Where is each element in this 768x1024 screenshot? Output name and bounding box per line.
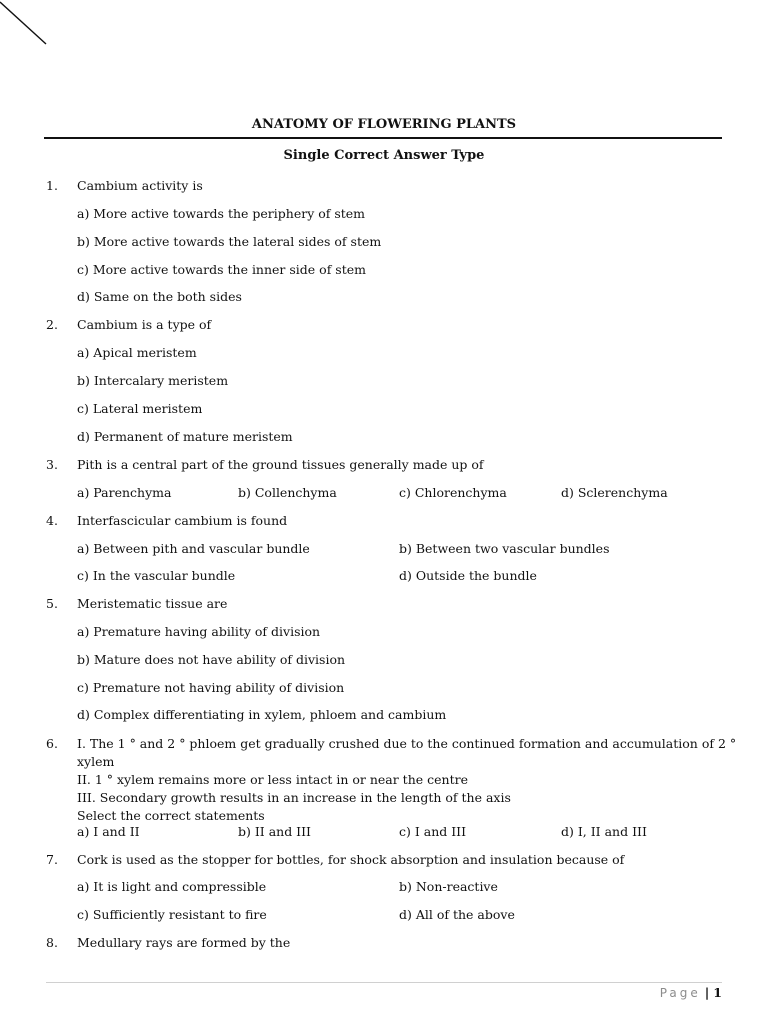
question-number: 3. [46, 457, 58, 472]
option-c: c) Lateral meristem [77, 401, 203, 416]
option-c: c) In the vascular bundle [77, 568, 236, 583]
option-b: b) More active towards the lateral sides of stem [77, 234, 382, 249]
question-stem: Medullary rays are formed by the [77, 935, 291, 950]
option-d: d) Sclerenchyma [561, 485, 668, 500]
question-number: 2. [46, 317, 58, 332]
page-number: 1 [713, 985, 722, 1000]
page-footer [660, 985, 722, 1000]
question-number: 6. [46, 736, 58, 751]
statement-line: II. 1 ° xylem remains more or less intact in or near the centre [77, 772, 468, 787]
option-d: d) I, II and III [561, 824, 647, 839]
page-label: Page [659, 986, 701, 1000]
option-a: a) Apical meristem [77, 345, 197, 360]
option-b: b) Between two vascular bundles [399, 541, 610, 556]
question-stem: Interfascicular cambium is found [77, 513, 288, 528]
option-a: a) Between pith and vascular bundle [77, 541, 310, 556]
option-a: a) It is light and compressible [77, 879, 267, 894]
option-c: c) Premature not having ability of division [77, 680, 345, 695]
option-a: a) More active towards the periphery of stem [77, 206, 366, 221]
question-number: 4. [46, 513, 58, 528]
option-b: b) Intercalary meristem [77, 373, 229, 388]
section-heading: Single Correct Answer Type [283, 148, 485, 163]
page-separator: | [704, 985, 710, 1000]
option-a: a) Premature having ability of division [77, 624, 321, 639]
option-a: a) I and II [77, 824, 140, 839]
question-stem: Cork is used as the stopper for bottles, for shock absorption and insulation because of [77, 852, 625, 867]
corner-slash-mark [0, 0, 60, 60]
question-number: 8. [46, 935, 58, 950]
question-stem: Meristematic tissue are [77, 596, 228, 611]
option-d: d) All of the above [399, 907, 515, 922]
question-stem: Cambium is a type of [77, 317, 212, 332]
question-stem: Pith is a central part of the ground tissues generally made up of [77, 457, 484, 472]
statement-line: xylem [77, 754, 115, 769]
option-d: d) Same on the both sides [77, 289, 242, 304]
option-b: b) Collenchyma [238, 485, 337, 500]
option-b: b) Mature does not have ability of division [77, 652, 346, 667]
option-a: a) Parenchyma [77, 485, 172, 500]
statement-line: I. The 1 ° and 2 ° phloem get gradually crushed due to the continued formation and accumulation of 2 ° [77, 736, 737, 751]
option-d: d) Complex differentiating in xylem, phloem and cambium [77, 707, 447, 722]
option-c: c) More active towards the inner side of stem [77, 262, 366, 277]
option-c: c) Sufficiently resistant to fire [77, 907, 267, 922]
option-c: c) Chlorenchyma [399, 485, 507, 500]
statement-line: Select the correct statements [77, 808, 265, 823]
question-number: 1. [46, 178, 58, 193]
document-title: ANATOMY OF FLOWERING PLANTS [251, 117, 517, 132]
question-stem: Cambium activity is [77, 178, 203, 193]
statement-line: III. Secondary growth results in an increase in the length of the axis [77, 790, 511, 805]
question-number: 5. [46, 596, 58, 611]
option-b: b) II and III [238, 824, 311, 839]
footer-divider [46, 982, 722, 983]
option-d: d) Permanent of mature meristem [77, 429, 293, 444]
option-d: d) Outside the bundle [399, 568, 537, 583]
option-b: b) Non-reactive [399, 879, 498, 894]
title-divider [44, 137, 722, 139]
option-c: c) I and III [399, 824, 467, 839]
question-number: 7. [46, 852, 58, 867]
